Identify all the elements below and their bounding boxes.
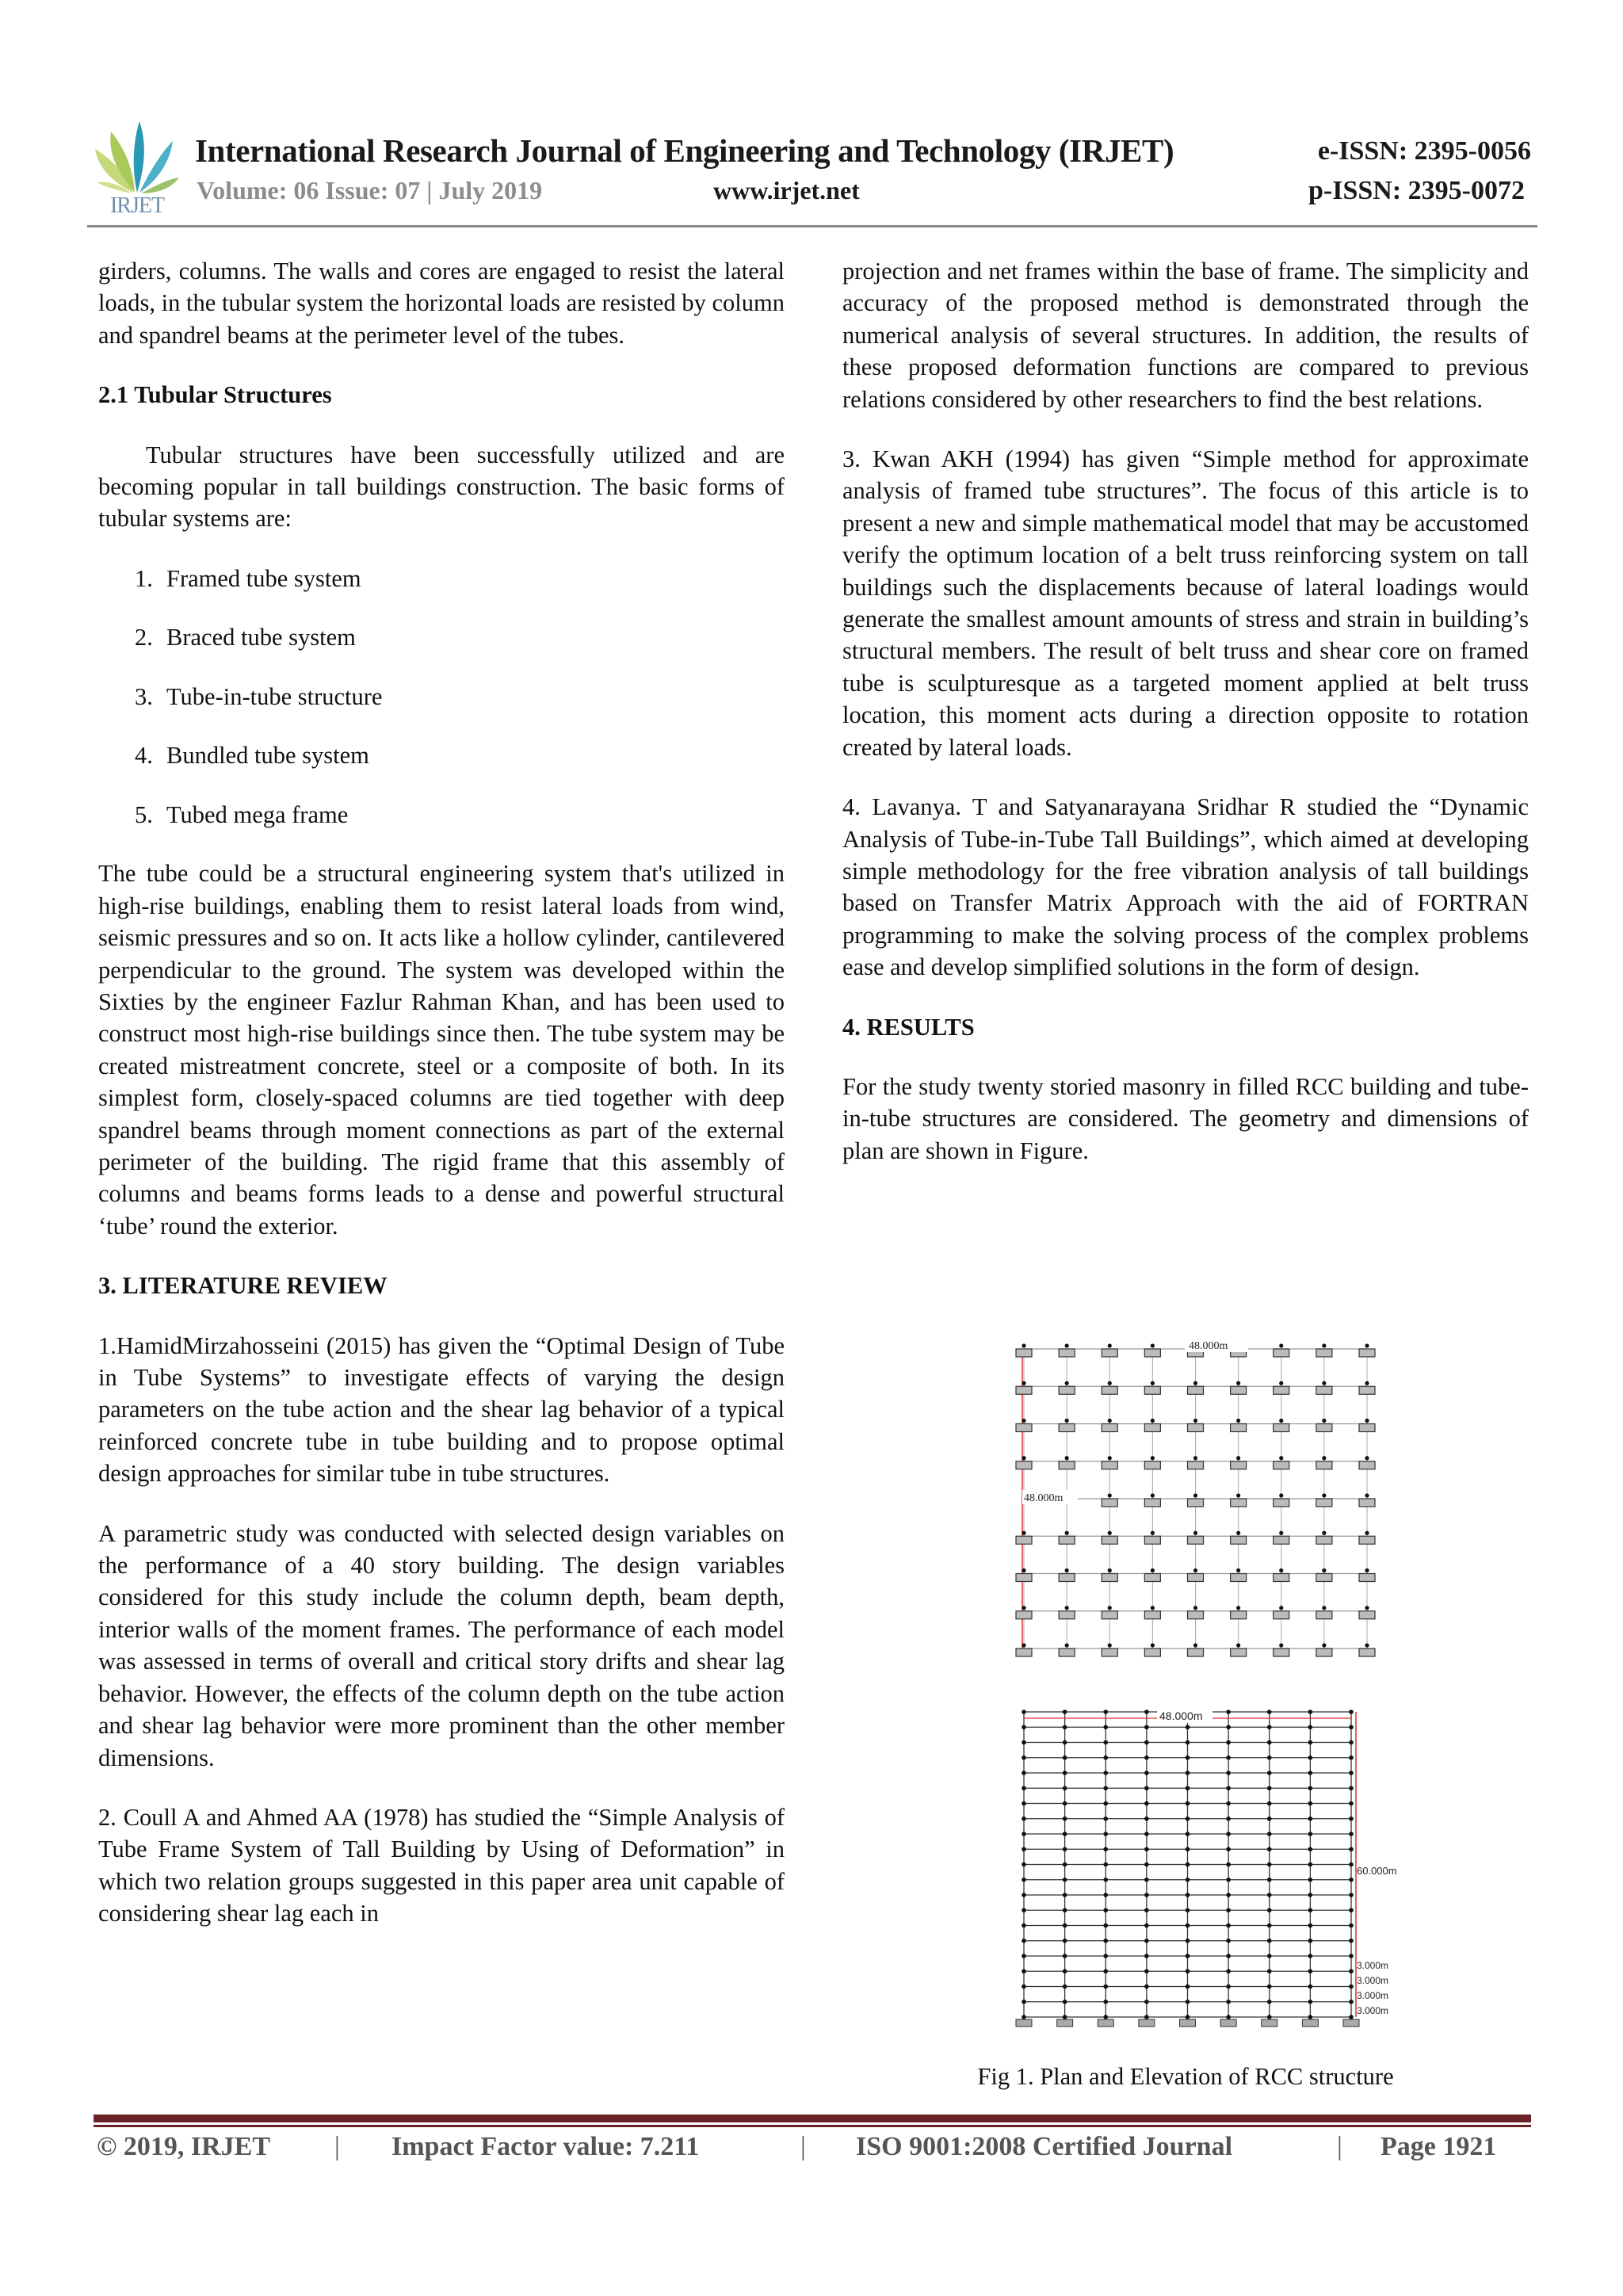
list-item: 2. Braced tube system xyxy=(135,624,356,651)
svg-text:60.000m: 60.000m xyxy=(1357,1865,1397,1877)
logo-text: IRJET xyxy=(109,193,165,218)
elevation-view-diagram xyxy=(1006,1696,1419,2029)
tube-system-paragraph: The tube could be a structural engineering system that's utilized in high-rise buildings, enabling them to resist lateral loads from wind, seismic pressures and so on. It acts like a hollow cylinder, cantilevered perpendicular to the ground. The system was developed within the Sixties by the engineer Fazlur Rahman Khan, and has been used to construct most high-rise buildings since then. The tube system may be created mistreatment concrete, steel or a composite of both. In its simplest form, closely-spaced columns are tied together with deep spandrel beams through moment connections as part of the external perimeter of the building. The rigid frame that this assembly of columns and beams forms leads to a dense and powerful structural ‘tube’ round the exterior. xyxy=(98,860,785,1240)
footer-page-number: Page 1921 xyxy=(1381,2132,1497,2161)
tubular-forms-list xyxy=(98,563,785,831)
svg-text:48.000m: 48.000m xyxy=(1024,1492,1064,1504)
results-paragraph: For the study twenty storied masonry in filled RCC building and tube-in-tube structures are considered. The geometry and dimensions of plan are shown in Figure. xyxy=(842,1072,1529,1164)
footer-separator: | xyxy=(1337,2132,1342,2161)
left-column xyxy=(98,255,785,1930)
svg-text:3.000m: 3.000m xyxy=(1357,1990,1389,2001)
intro-paragraph: girders, columns. The walls and cores are engaged to resist the lateral loads, in the tubular system the horizontal loads are resisted by column and spandrel beams at the perimeter level of the tubes. xyxy=(98,258,785,349)
footer-copyright: © 2019, IRJET xyxy=(97,2132,271,2161)
journal-footer xyxy=(97,2132,1531,2172)
svg-text:3.000m: 3.000m xyxy=(1357,1975,1389,1986)
section-heading-results: 4. RESULTS xyxy=(842,1013,975,1041)
right-column xyxy=(842,255,1529,1167)
review-2-paragraph: 2. Coull A and Ahmed AA (1978) has studied the “Simple Analysis of Tube Frame System of Tall Building by Using of Deformation” in which two relation groups suggested in this paper area unit capable of considering shear lag each in xyxy=(98,1803,785,1927)
footer-impact-factor: Impact Factor value: 7.211 xyxy=(391,2132,700,2161)
volume-issue: Volume: 06 Issue: 07 | July 2019 xyxy=(197,176,543,204)
review-4-paragraph: 4. Lavanya. T and Satyanarayana Sridhar R studied the “Dynamic Analysis of Tube-in-Tube Tall Buildings”, which aimed at developing simple methodology for the free vibration analysis of tall buildings based on Transfer Matrix Approach with the aid of FORTRAN programming to make the solving process of the complex problems ease and develop simplified solutions in the form of design. xyxy=(842,793,1529,981)
list-item: 1. Framed tube system xyxy=(135,564,361,592)
footer-certification: ISO 9001:2008 Certified Journal xyxy=(856,2132,1233,2161)
journal-title: International Research Journal of Engineering and Technology (IRJET) xyxy=(195,132,1174,169)
irjet-logo xyxy=(94,117,181,220)
review-1-continued-paragraph: A parametric study was conducted with selected design variables on the performance of a 40 story building. The design variables considered for this study include the column depth, beam depth, interior walls of the moment frames. The performance of each model was assessed in terms of overall and critical story drifts and shear lag behavior. However, the effects of the column depth on the tube action and shear lag behavior were more prominent than the other member dimensions. xyxy=(98,1519,785,1771)
footer-separator: | xyxy=(334,2132,340,2161)
list-item: 5. Tubed mega frame xyxy=(135,800,349,828)
section-heading-literature-review: 3. LITERATURE REVIEW xyxy=(98,1272,388,1300)
review-2-continued-paragraph: projection and net frames within the base of frame. The simplicity and accuracy of the proposed method is demonstrated through the numerical analysis of several structures. In addition, the results of these proposed deformation functions are compared to previous relations considered by other researchers to find the best relations. xyxy=(842,258,1529,413)
svg-text:48.000m: 48.000m xyxy=(1159,1710,1203,1722)
figure-caption: Fig 1. Plan and Elevation of RCC structure xyxy=(977,2063,1394,2090)
leaf-logo-icon xyxy=(94,117,181,197)
footer-bar xyxy=(94,2115,1531,2122)
p-issn: p-ISSN: 2395-0072 xyxy=(1308,176,1525,205)
svg-text:3.000m: 3.000m xyxy=(1357,1960,1389,1971)
footer-bar-thin xyxy=(94,2125,1531,2127)
list-item: 4. Bundled tube system xyxy=(135,742,369,770)
tubular-intro-paragraph: Tubular structures have been successfully utilized and are becoming popular in tall buildings construction. The basic forms of tubular systems are: xyxy=(98,441,785,533)
svg-text:48.000m: 48.000m xyxy=(1189,1340,1228,1352)
header-divider xyxy=(87,225,1537,227)
list-item: 3. Tube-in-tube structure xyxy=(135,682,383,710)
footer-separator: | xyxy=(800,2132,806,2161)
e-issn: e-ISSN: 2395-0056 xyxy=(1317,136,1531,166)
journal-website-link[interactable]: www.irjet.net xyxy=(713,176,860,204)
section-heading-tubular-structures: 2.1 Tubular Structures xyxy=(98,381,332,409)
plan-view-diagram xyxy=(1006,1331,1387,1664)
review-3-paragraph: 3. Kwan AKH (1994) has given “Simple method for approximate analysis of framed tube structures”. The focus of this article is to present a new and simple mathematical model that may be accustomed verify the optimum location of a belt truss reinforcing system on tall buildings such the displacements because of lateral loadings would generate the smallest amount amounts of stress and strain in building’s structural members. The result of belt truss and shear core on framed tube is sculpturesque as a targeted moment applied at belt truss location, this moment acts during a direction opposite to rotation created by lateral loads. xyxy=(842,445,1529,761)
svg-text:3.000m: 3.000m xyxy=(1357,2005,1389,2016)
review-1-paragraph: 1.HamidMirzahosseini (2015) has given the “Optimal Design of Tube in Tube Systems” to investigate effects of varying the design parameters on the tube action and the shear lag behavior of a typical reinforced concrete tube in tube building and to propose optimal design approaches for similar tube in tube structures. xyxy=(98,1331,785,1488)
journal-header xyxy=(87,111,1537,230)
